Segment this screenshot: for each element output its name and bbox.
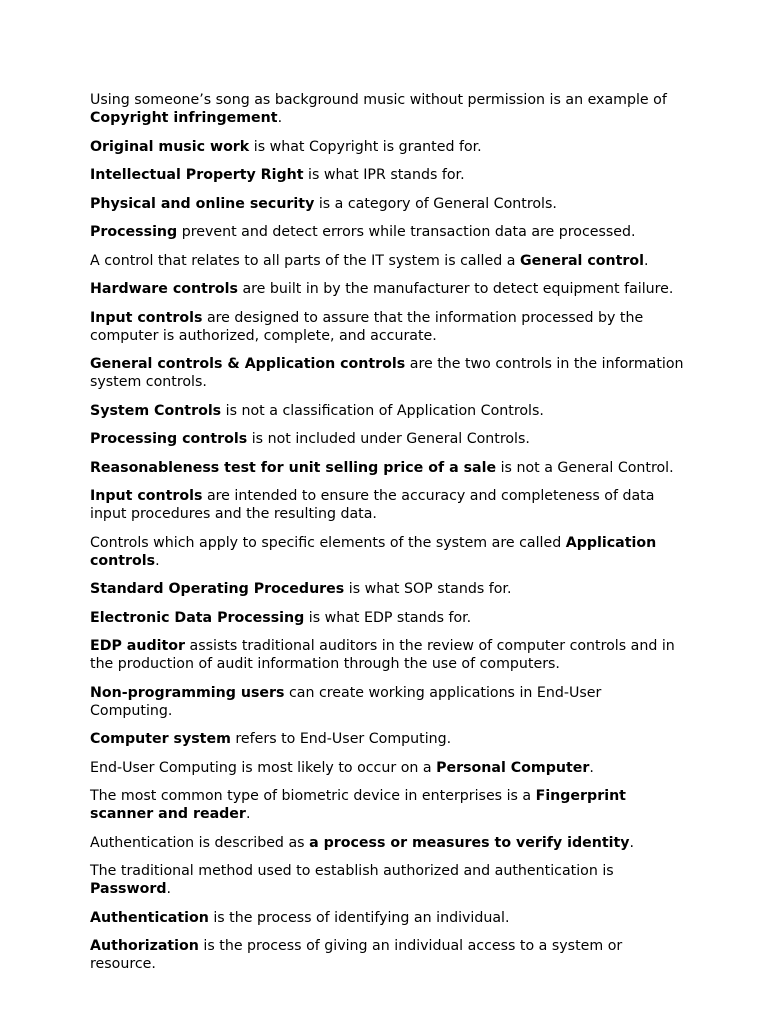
- bold-term: Non-programming users: [90, 684, 285, 701]
- paragraph: [90, 195, 686, 213]
- paragraph: [90, 252, 686, 270]
- paragraph: [90, 487, 686, 523]
- bold-term: General control: [519, 252, 644, 269]
- paragraph: [90, 534, 686, 570]
- paragraph: [90, 684, 686, 720]
- bold-term: a process or measures to verify identity: [309, 834, 630, 851]
- bold-term: Input controls: [90, 309, 203, 326]
- text-run: is not included under General Controls.: [247, 431, 530, 447]
- bold-term: Password: [90, 881, 167, 897]
- text-run: .: [245, 806, 251, 822]
- bold-term: Processing controls: [90, 431, 248, 447]
- bold-term: Authorization: [90, 938, 199, 954]
- bold-term: Fingerprint scanner and reader: [90, 788, 626, 822]
- text-run: are built in by the manufacturer to detect equipment failure.: [237, 281, 674, 297]
- paragraph: [90, 402, 686, 420]
- text-run: is not a General Control.: [496, 459, 674, 476]
- bold-term: Reasonableness test for unit selling price of a sale: [90, 459, 497, 476]
- text-run: is the process of giving an individual access to a system or resource.: [90, 938, 623, 972]
- bold-term: Processing: [90, 224, 178, 240]
- text-run: End-User Computing is most likely to occur on a: [90, 759, 437, 776]
- paragraph: [90, 430, 686, 448]
- text-run: is what SOP stands for.: [344, 581, 512, 597]
- document-body: [90, 91, 686, 984]
- bold-term: System Controls: [90, 402, 222, 419]
- text-run: is the process of identifying an individual.: [208, 909, 510, 926]
- text-run: .: [629, 834, 635, 851]
- paragraph: [90, 609, 686, 627]
- text-run: are intended to ensure the accuracy and completeness of data input procedures and the resulting data.: [90, 488, 655, 522]
- paragraph: [90, 459, 686, 477]
- text-run: Controls which apply to specific elements of the system are called: [90, 534, 566, 551]
- paragraph: [90, 730, 686, 748]
- paragraph: [90, 909, 686, 927]
- bold-term: Physical and online security: [90, 195, 315, 212]
- text-run: can create working applications in End-User Computing.: [90, 684, 602, 719]
- paragraph: [90, 355, 686, 391]
- text-run: .: [277, 110, 283, 126]
- text-run: is not a classification of Application Controls.: [221, 402, 544, 419]
- text-run: The most common type of biometric device in enterprises is a: [90, 788, 536, 804]
- text-run: is what IPR stands for.: [303, 167, 465, 183]
- bold-term: Copyright infringement: [90, 110, 278, 126]
- text-run: Using someone’s song as background music without permission is an example of: [90, 92, 667, 108]
- text-run: is what Copyright is granted for.: [249, 138, 482, 155]
- bold-term: Input controls: [90, 488, 203, 504]
- bold-term: Electronic Data Processing: [90, 609, 305, 626]
- paragraph: [90, 834, 686, 852]
- text-run: .: [589, 759, 594, 776]
- text-run: prevent and detect errors while transaction data are processed.: [177, 224, 636, 240]
- text-run: The traditional method used to establish authorized and authentication is: [90, 863, 614, 879]
- text-run: is what EDP stands for.: [304, 609, 472, 626]
- bold-term: Computer system: [90, 731, 231, 747]
- bold-term: Authentication: [90, 909, 209, 926]
- bold-term: General controls & Application controls: [90, 356, 406, 372]
- text-run: refers to End-User Computing.: [230, 731, 452, 747]
- paragraph: [90, 280, 686, 298]
- bold-term: Standard Operating Procedures: [90, 581, 345, 597]
- text-run: A control that relates to all parts of the IT system is called a: [90, 252, 520, 269]
- text-run: .: [643, 252, 649, 269]
- paragraph: [90, 91, 686, 127]
- paragraph: [90, 580, 686, 598]
- text-run: are the two controls in the information system controls.: [90, 356, 684, 390]
- paragraph: [90, 937, 686, 973]
- paragraph: [90, 309, 686, 345]
- paragraph: [90, 787, 686, 823]
- paragraph: [90, 637, 686, 673]
- bold-term: Original music work: [90, 138, 250, 155]
- paragraph: [90, 138, 686, 156]
- paragraph: [90, 759, 686, 777]
- paragraph: [90, 862, 686, 898]
- bold-term: Application controls: [90, 534, 657, 569]
- bold-term: Intellectual Property Right: [90, 167, 304, 183]
- text-run: Authentication is described as: [90, 834, 310, 851]
- bold-term: EDP auditor: [90, 638, 186, 654]
- text-run: .: [155, 552, 160, 569]
- bold-term: Hardware controls: [90, 281, 238, 297]
- paragraph: [90, 223, 686, 241]
- paragraph: [90, 166, 686, 184]
- text-run: is a category of General Controls.: [314, 195, 557, 212]
- text-run: assists traditional auditors in the review of computer controls and in the production of audit information through the use of computers.: [90, 638, 675, 672]
- text-run: .: [166, 881, 172, 897]
- bold-term: Personal Computer: [436, 759, 590, 776]
- text-run: are designed to assure that the information processed by the computer is authorized, complete, and accurate.: [90, 309, 644, 344]
